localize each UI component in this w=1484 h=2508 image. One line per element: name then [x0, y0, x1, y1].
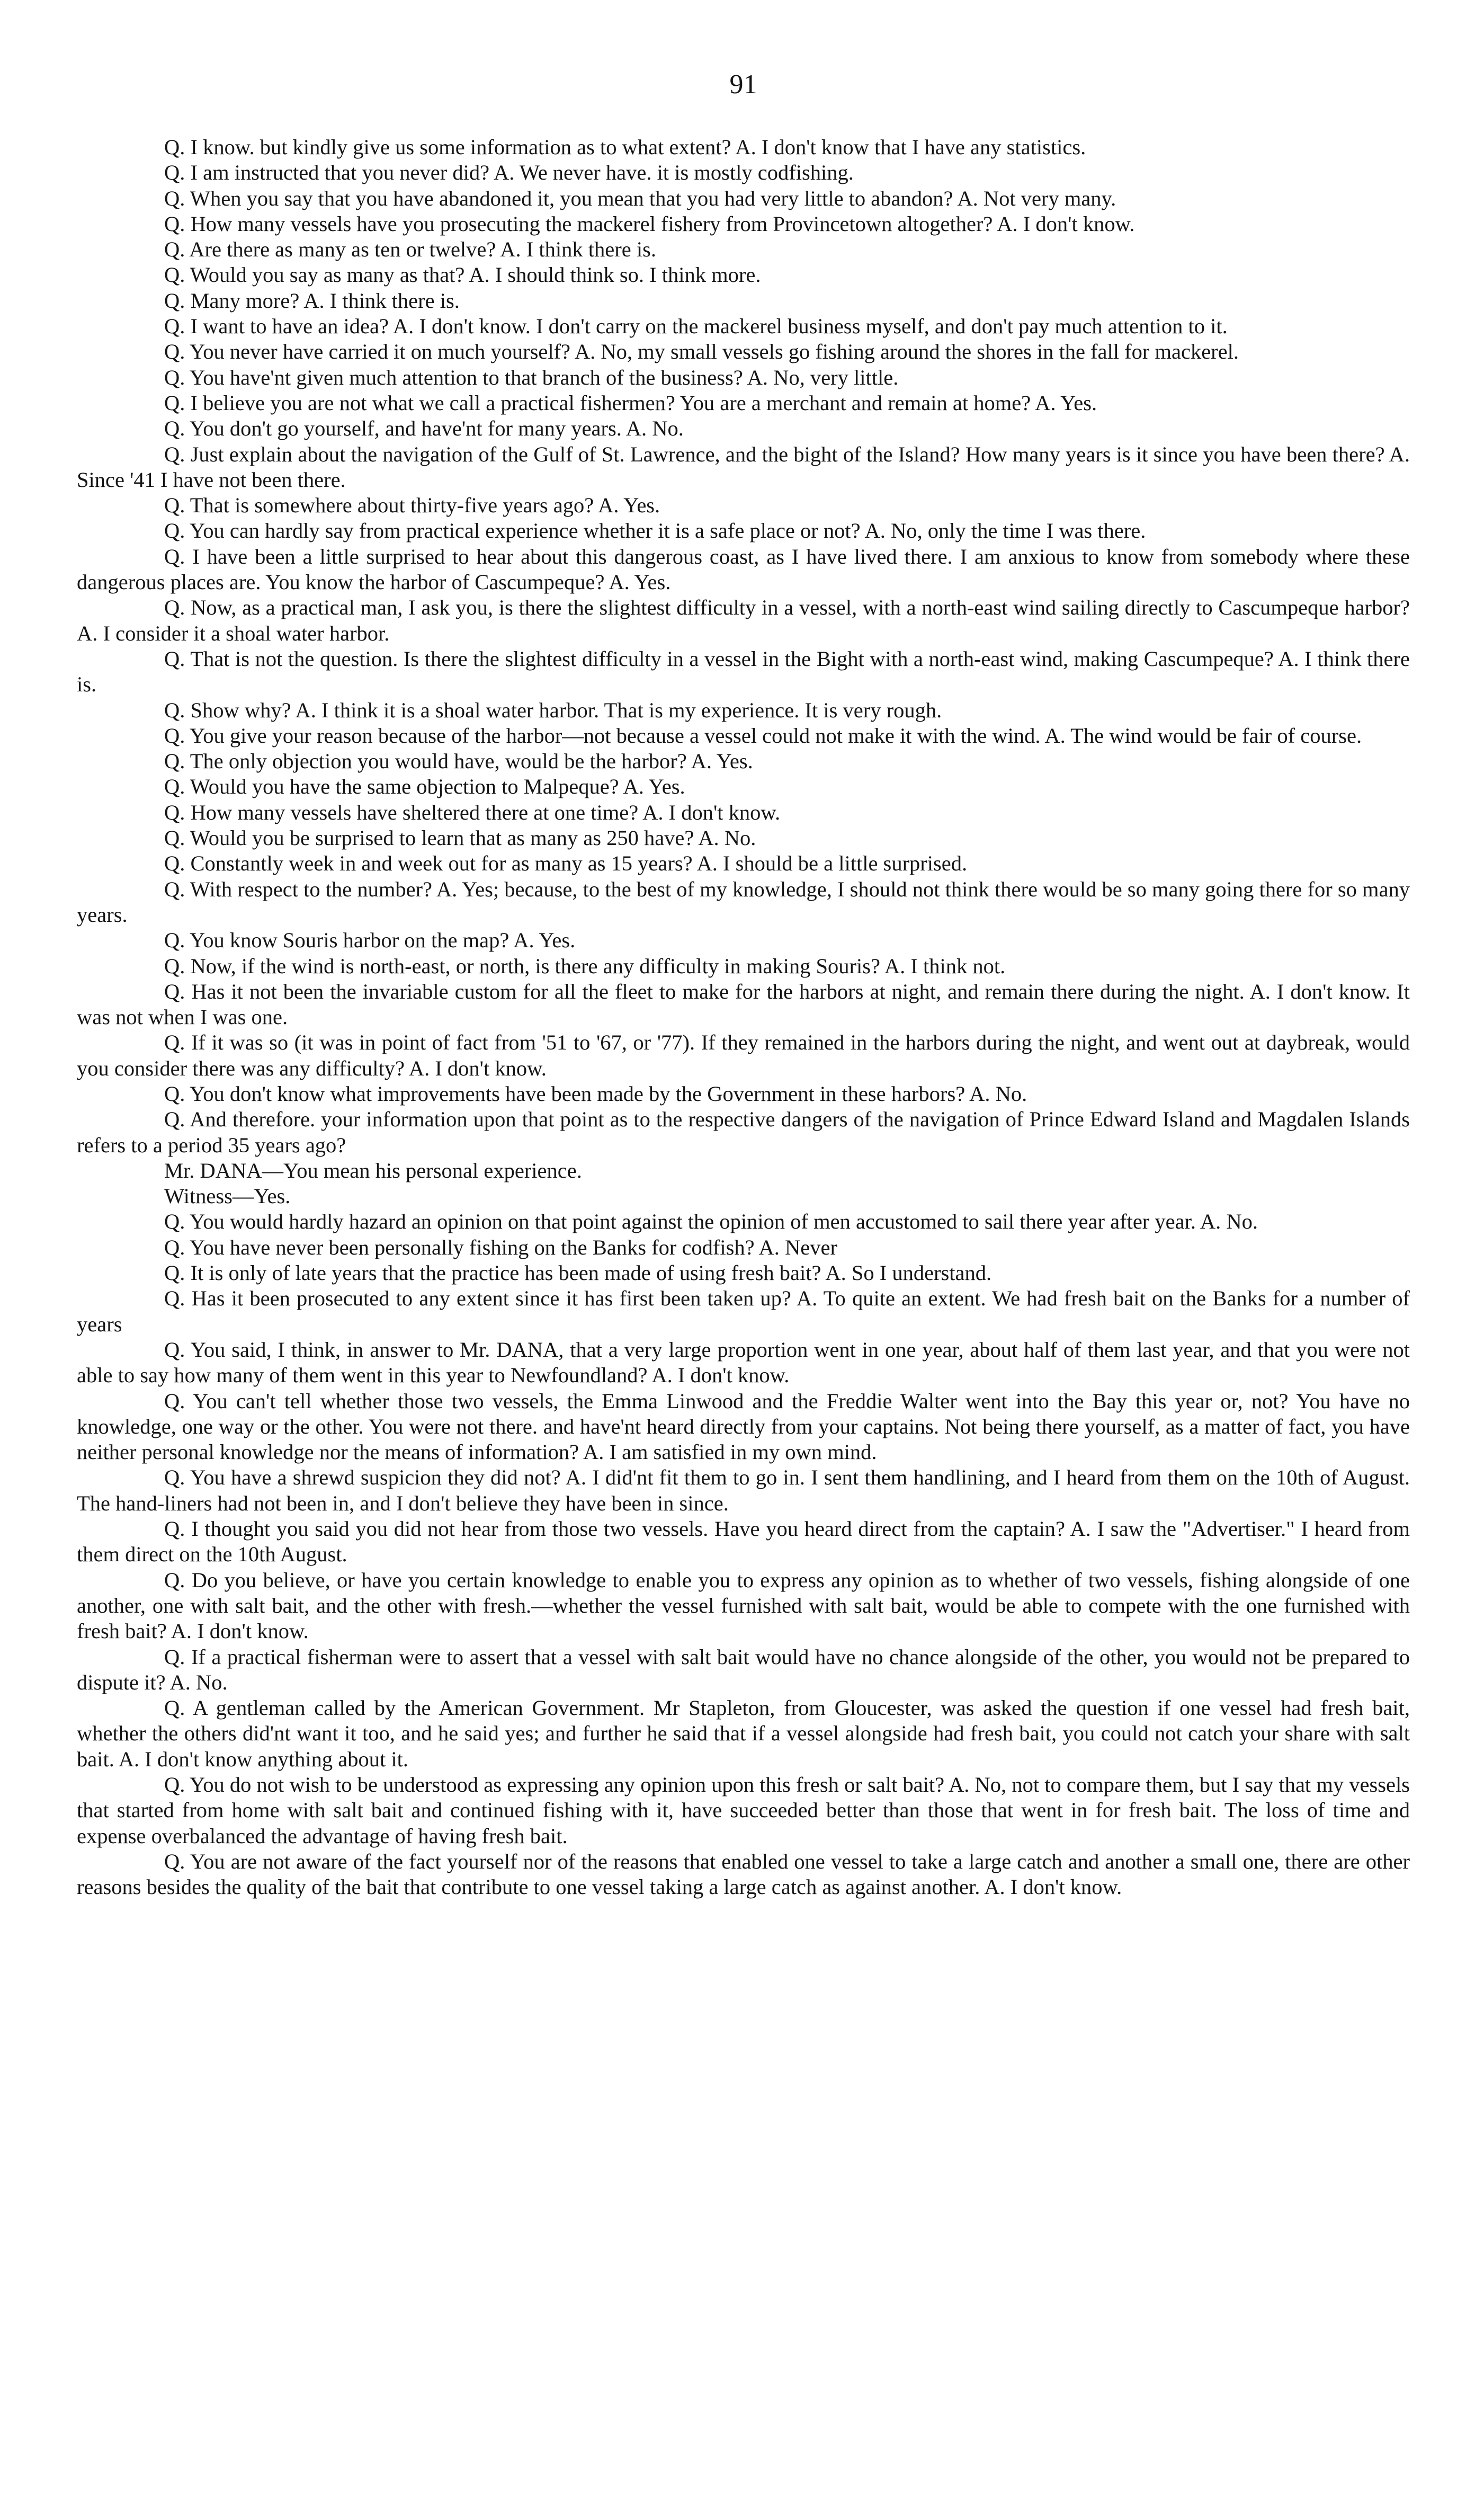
testimony-paragraph: Q. I am instructed that you never did? A. We never have. it is mostly codfishing. [164, 161, 854, 185]
testimony-paragraph: Q. The only objection you would have, would be the harbor? A. Yes. [164, 749, 753, 773]
testimony-paragraph: Q. I want to have an idea? A. I don't know. I don't carry on the mackerel business myself, and don't pay much attention to it. [164, 314, 1228, 339]
testimony-paragraph: Q. You don't know what improvements have been made by the Government in these harbors? A. No. [164, 1081, 1027, 1106]
testimony-paragraph: Q. You don't go yourself, and have'nt for many years. A. No. [164, 416, 684, 441]
testimony-paragraph: Q. With respect to the number? A. Yes; because, to the best of my knowledge, I should not think there would be so many going there for so many years. [77, 877, 1410, 927]
testimony-paragraph: Q. You are not aware of the fact yourself nor of the reasons that enabled one vessel to take a large catch and another a small one, there are other reasons besides the quality of the bait that contribute to one vessel taking a large catch as against another. A. I don't know. [77, 1849, 1410, 1899]
testimony-paragraph: Q. Would you say as many as that? A. I should think so. I think more. [164, 263, 761, 287]
testimony-paragraph: Q. If a practical fisherman were to assert that a vessel with salt bait would have no chance alongside of the other, you would not be prepared to dispute it? A. No. [77, 1644, 1410, 1694]
testimony-paragraph: Q. That is not the question. Is there the slightest difficulty in a vessel in the Bight with a north-east wind, making Cascumpeque? A. I think there is. [77, 646, 1410, 697]
testimony-paragraph: Q. You have never been personally fishing on the Banks for codfish? A. Never [164, 1235, 837, 1259]
testimony-paragraph: Q. You do not wish to be understood as expressing any opinion upon this fresh or salt bait? A. No, not to compare them, but I say that my vessels that started from home with salt bait and continued fishing with it, have succeeded better than those that went in for fresh bait. The loss of time and expense overbalanced the advantage of having fresh bait. [77, 1773, 1410, 1848]
testimony-body [77, 135, 1410, 1900]
testimony-paragraph: Q. When you say that you have abandoned it, you mean that you had very little to abandon? A. Not very many. [164, 186, 1116, 210]
testimony-paragraph: Q. I thought you said you did not hear from those two vessels. Have you heard direct from the captain? A. I saw the "Advertiser." I heard from them direct on the 10th August. [77, 1517, 1410, 1567]
testimony-paragraph: Q. You would hardly hazard an opinion on that point against the opinion of men accustomed to sail there year after year. A. No. [164, 1209, 1258, 1234]
testimony-paragraph: Q. It is only of late years that the practice has been made of using fresh bait? A. So I understand. [164, 1261, 992, 1285]
testimony-paragraph: Q. How many vessels have you prosecuting the mackerel fishery from Provincetown altogether? A. I don't know. [164, 211, 1135, 236]
testimony-paragraph: Witness—Yes. [164, 1184, 291, 1208]
testimony-paragraph: Q. If it was so (it was in point of fact from '51 to '67, or '77). If they remained in the harbors during the night, and went out at daybreak, would you consider there was any difficulty? A. I don't know. [77, 1030, 1410, 1080]
testimony-paragraph: Q. Would you have the same objection to Malpeque? A. Yes. [164, 775, 685, 799]
testimony-paragraph: Q. And therefore. your information upon that point as to the respective dangers of the navigation of Prince Edward Island and Magdalen Islands refers to a period 35 years ago? [77, 1107, 1410, 1157]
testimony-paragraph: Q. I have been a little surprised to hear about this dangerous coast, as I have lived there. I am anxious to know from somebody where these dangerous places are. You know the harbor of Cascumpeque? A. Yes. [77, 544, 1410, 594]
testimony-paragraph: Q. You can't tell whether those two vessels, the Emma Linwood and the Freddie Walter went into the Bay this year or, not? You have no knowledge, one way or the other. You were not there. and have'nt heard directly from your captains. Not being there yourself, as a matter of fact, you have neither personal knowledge nor the means of information? A. I am satisfied in my own mind. [77, 1389, 1410, 1464]
testimony-paragraph: Q. Now, if the wind is north-east, or north, is there any difficulty in making Souris? A. I think not. [164, 954, 1006, 978]
testimony-paragraph: Q. How many vessels have sheltered there at one time? A. I don't know. [164, 800, 781, 824]
testimony-paragraph: Q. You give your reason because of the harbor—not because a vessel could not make it with the wind. A. The wind would be fair of course. [164, 723, 1362, 748]
testimony-paragraph: Q. Show why? A. I think it is a shoal water harbor. That is my experience. It is very rough. [164, 698, 942, 722]
testimony-paragraph: Q. A gentleman called by the American Government. Mr Stapleton, from Gloucester, was asked the question if one vessel had fresh bait, whether the others did'nt want it too, and he said yes; and further he said that if a vessel alongside had fresh bait, you could not catch your share with salt bait. A. I don't know anything about it. [77, 1696, 1410, 1771]
testimony-paragraph: Q. You have a shrewd suspicion they did not? A. I did'nt fit them to go in. I sent them handlining, and I heard from them on the 10th of August. The hand-liners had not been in, and I don't believe they have been in since. [77, 1465, 1410, 1515]
testimony-paragraph: Q. You know Souris harbor on the map? A. Yes. [164, 928, 576, 953]
testimony-paragraph: Q. That is somewhere about thirty-five years ago? A. Yes. [164, 493, 660, 518]
testimony-paragraph: Q. You never have carried it on much yourself? A. No, my small vessels go fishing around the shores in the fall for mackerel. [164, 340, 1239, 364]
testimony-paragraph: Q. Now, as a practical man, I ask you, is there the slightest difficulty in a vessel, with a north-east wind sailing directly to Cascumpeque harbor? A. I consider it a shoal water harbor. [77, 595, 1410, 645]
testimony-paragraph: Q. Just explain about the navigation of the Gulf of St. Lawrence, and the bight of the Island? How many years is it since you have been there? A. Since '41 I have not been there. [77, 442, 1410, 492]
testimony-paragraph: Q. I believe you are not what we call a practical fishermen? You are a merchant and remain at home? A. Yes. [164, 390, 1097, 415]
testimony-paragraph: Q. You have'nt given much attention to that branch of the business? A. No, very little. [164, 365, 899, 389]
testimony-paragraph: Q. You said, I think, in answer to Mr. DANA, that a very large proportion went in one year, about half of them last year, and that you were not able to say how many of them went in this year to Newfoundland? A. I don't know. [77, 1337, 1410, 1388]
testimony-paragraph: Q. Would you be surprised to learn that as many as 250 have? A. No. [164, 826, 756, 850]
testimony-paragraph: Q. Do you believe, or have you certain knowledge to enable you to express any opinion as to whether of two vessels, fishing alongside of one another, one with salt bait, and the other with fresh.—whether the vessel furnished with salt bait, would be able to compete with the one furnished with fresh bait? A. I don't know. [77, 1568, 1410, 1643]
testimony-paragraph: Q. You can hardly say from practical experience whether it is a safe place or not? A. No, only the time I was there. [164, 519, 1146, 543]
testimony-paragraph: Mr. DANA—You mean his personal experience. [164, 1158, 582, 1182]
testimony-paragraph: Q. Has it been prosecuted to any extent since it has first been taken up? A. To quite an extent. We had fresh bait on the Banks for a number of years [77, 1286, 1410, 1336]
testimony-paragraph: Q. Are there as many as ten or twelve? A. I think there is. [164, 237, 656, 262]
page-number: 91 [729, 69, 757, 100]
testimony-paragraph: Q. Has it not been the invariable custom for all the fleet to make for the harbors at night, and remain there during the night. A. I don't know. It was not when I was one. [77, 979, 1410, 1029]
testimony-paragraph: Q. Constantly week in and week out for as many as 15 years? A. I should be a little surprised. [164, 851, 968, 876]
testimony-paragraph: Q. Many more? A. I think there is. [164, 288, 460, 313]
testimony-paragraph: Q. I know. but kindly give us some information as to what extent? A. I don't know that I have any statistics. [164, 135, 1086, 159]
